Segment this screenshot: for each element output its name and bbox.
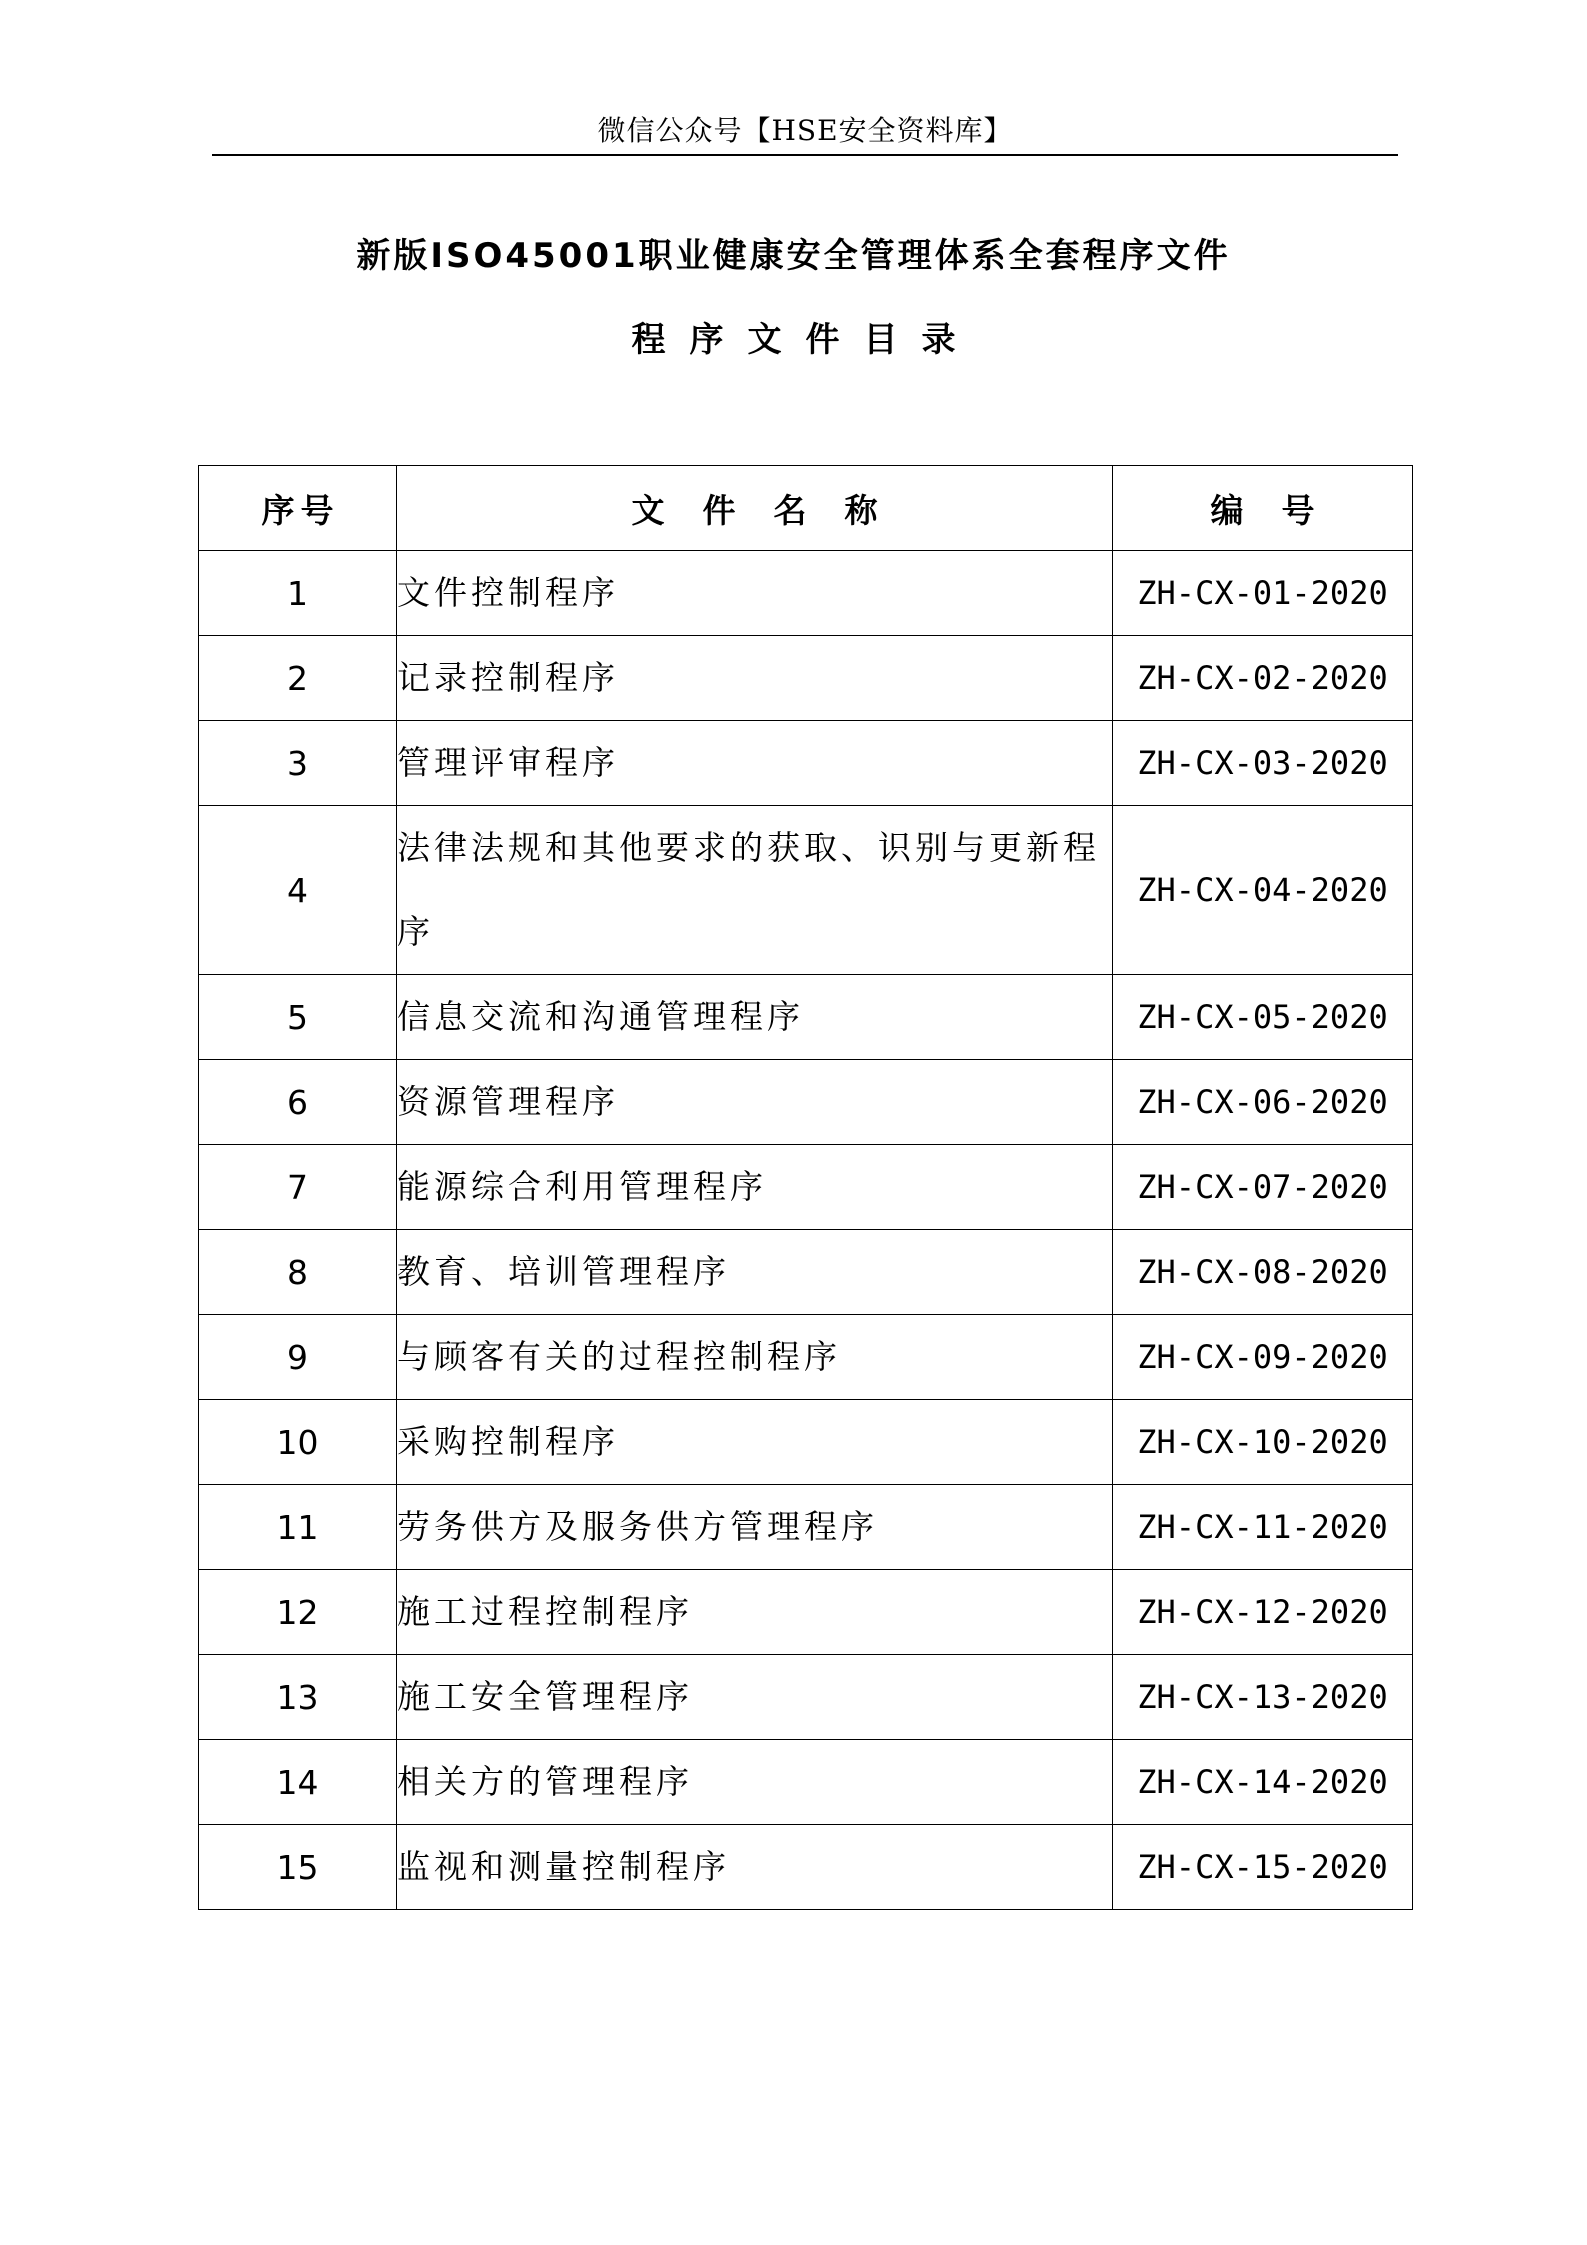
row-seq: 2 [199, 636, 397, 721]
row-code: ZH-CX-09-2020 [1113, 1315, 1413, 1400]
row-seq: 3 [199, 721, 397, 806]
row-name: 采购控制程序 [397, 1400, 1113, 1485]
row-seq: 14 [199, 1740, 397, 1825]
row-name: 相关方的管理程序 [397, 1740, 1113, 1825]
row-seq: 10 [199, 1400, 397, 1485]
row-name: 能源综合利用管理程序 [397, 1145, 1113, 1230]
row-name: 监视和测量控制程序 [397, 1825, 1113, 1910]
table-row [199, 1485, 1413, 1570]
row-name: 与顾客有关的过程控制程序 [397, 1315, 1113, 1400]
row-code: ZH-CX-12-2020 [1113, 1570, 1413, 1655]
row-seq: 15 [199, 1825, 397, 1910]
row-code: ZH-CX-13-2020 [1113, 1655, 1413, 1740]
row-code: ZH-CX-08-2020 [1113, 1230, 1413, 1315]
row-seq: 7 [199, 1145, 397, 1230]
row-seq: 9 [199, 1315, 397, 1400]
table-row [199, 1315, 1413, 1400]
row-name: 施工过程控制程序 [397, 1570, 1113, 1655]
table-row [199, 1145, 1413, 1230]
row-code: ZH-CX-10-2020 [1113, 1400, 1413, 1485]
row-code: ZH-CX-03-2020 [1113, 721, 1413, 806]
row-code: ZH-CX-15-2020 [1113, 1825, 1413, 1910]
column-header-code: 编号 [1113, 466, 1413, 551]
row-code: ZH-CX-04-2020 [1113, 806, 1413, 975]
row-name: 教育、培训管理程序 [397, 1230, 1113, 1315]
table-header-row [199, 466, 1413, 551]
row-code: ZH-CX-06-2020 [1113, 1060, 1413, 1145]
table-row [199, 806, 1413, 975]
document-subtitle: 程序文件目录 [631, 320, 980, 360]
row-name: 劳务供方及服务供方管理程序 [397, 1485, 1113, 1570]
table-row [199, 1570, 1413, 1655]
table-row [199, 636, 1413, 721]
document-title: 新版ISO45001职业健康安全管理体系全套程序文件 [356, 236, 1231, 276]
column-header-seq: 序号 [199, 466, 397, 551]
row-code: ZH-CX-14-2020 [1113, 1740, 1413, 1825]
row-seq: 8 [199, 1230, 397, 1315]
row-code: ZH-CX-05-2020 [1113, 975, 1413, 1060]
row-seq: 4 [199, 806, 397, 975]
table-row [199, 1740, 1413, 1825]
table-row [199, 721, 1413, 806]
table-row [199, 1230, 1413, 1315]
row-name: 管理评审程序 [397, 721, 1113, 806]
row-seq: 6 [199, 1060, 397, 1145]
column-header-name: 文件名称 [397, 466, 1113, 551]
row-name: 文件控制程序 [397, 551, 1113, 636]
row-seq: 12 [199, 1570, 397, 1655]
table-row [199, 1060, 1413, 1145]
row-name: 施工安全管理程序 [397, 1655, 1113, 1740]
row-code: ZH-CX-11-2020 [1113, 1485, 1413, 1570]
page-header: 微信公众号【HSE安全资料库】 [212, 108, 1398, 156]
row-name: 信息交流和沟通管理程序 [397, 975, 1113, 1060]
table-row [199, 1400, 1413, 1485]
row-name: 记录控制程序 [397, 636, 1113, 721]
row-name: 资源管理程序 [397, 1060, 1113, 1145]
row-code: ZH-CX-01-2020 [1113, 551, 1413, 636]
row-code: ZH-CX-02-2020 [1113, 636, 1413, 721]
row-seq: 5 [199, 975, 397, 1060]
row-name: 法律法规和其他要求的获取、识别与更新程序 [397, 806, 1113, 975]
row-code: ZH-CX-07-2020 [1113, 1145, 1413, 1230]
table-row [199, 975, 1413, 1060]
procedure-index-table [198, 465, 1413, 1910]
table-row [199, 1655, 1413, 1740]
row-seq: 11 [199, 1485, 397, 1570]
row-seq: 1 [199, 551, 397, 636]
row-seq: 13 [199, 1655, 397, 1740]
table-row [199, 551, 1413, 636]
table-row [199, 1825, 1413, 1910]
